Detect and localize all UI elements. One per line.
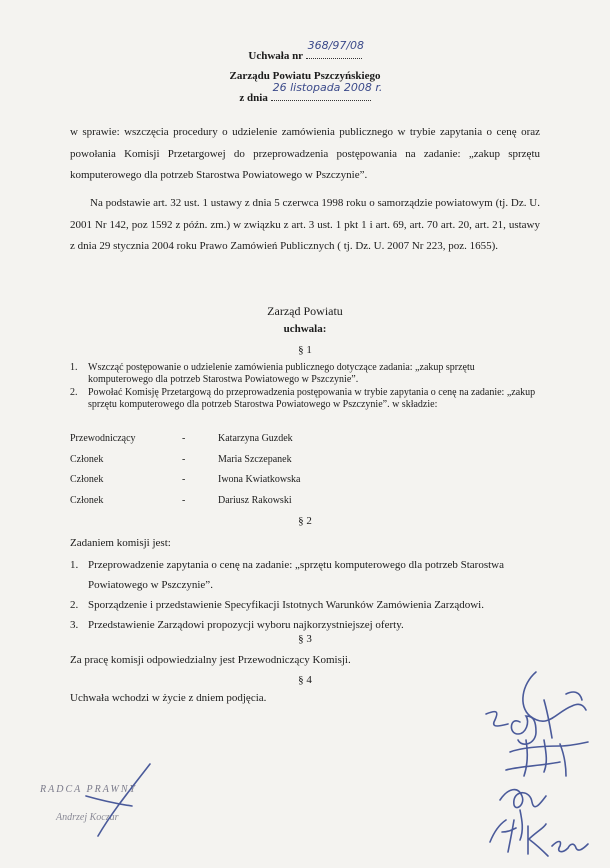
signature-stroke <box>486 712 508 726</box>
signature-stroke <box>520 810 522 840</box>
signature-stroke <box>544 740 546 772</box>
section-2-mark: § 2 <box>298 515 312 527</box>
signature-stroke <box>500 790 546 808</box>
date-handwritten: 26 listopada 2008 r. <box>272 81 383 94</box>
legal-counsel-stamp-name: Andrzej Koczar <box>56 812 119 823</box>
signature-stroke <box>552 842 588 852</box>
section-4-text: Uchwała wchodzi w życie z dniem podjęcia. <box>70 692 267 704</box>
list-item: 2. Sporządzenie i przedstawienie Specyfikacji Istotnych Warunków Zamówienia Zarządowi. <box>70 599 484 611</box>
list-item: 1. Przeprowadzenie zapytania o cenę na zadanie: „sprzętu komputerowego dla potrzeb Starostwa Powiatowego w Pszczynie”. <box>70 559 504 591</box>
member-row: Członek - Dariusz Rakowski <box>70 494 292 506</box>
member-row: Członek - Maria Szczepanek <box>70 453 292 465</box>
list-item: 2. Powołać Komisję Przetargową do przeprowadzenia postępowania w trybie zapytania o cenę na zadanie: „zakup sprzętu komputerowego dla potrzeb Starostwa Powiatowego w Pszczynie”. w składzie: <box>70 387 536 410</box>
date-label: z dnia <box>239 92 268 104</box>
authority-name: Zarządu Powiatu Pszczyńskiego <box>229 70 381 82</box>
signature-stroke <box>490 820 516 852</box>
section-3-mark: § 3 <box>298 633 312 645</box>
resolution-number-handwritten: 368/97/08 <box>307 39 365 52</box>
section-1-mark: § 1 <box>298 344 312 356</box>
member-row: Członek - Iwona Kwiatkowska <box>70 474 301 485</box>
subject-paragraph: w sprawie: wszczęcia procedury o udzielenie zamówienia publicznego w trybie zapytania o cenę oraz powołania Komisji Przetargowej do przeprowadzenia postępowania na zadanie: „zakup sprzętu komputerowego dla potrzeb Starostwa Powiatowego w Pszczynie”. <box>70 126 540 181</box>
section-2-intro: Zadaniem komisji jest: <box>70 537 171 549</box>
section-3-text: Za pracę komisji odpowiedzialny jest Przewodniczący Komisji. <box>70 654 351 666</box>
signature-stroke <box>524 740 527 776</box>
resolution-label: Uchwała nr <box>248 50 303 62</box>
stamp-signature-stroke <box>98 764 150 836</box>
section-4-mark: § 4 <box>298 674 312 686</box>
signature-stroke <box>511 716 536 744</box>
list-item: 1. Wszcząć postępowanie o udzielenie zamówienia publicznego dotyczące zadania: „zakup sprzętu komputerowego dla potrzeb Starostwa Powiatowego w Pszczynie”. <box>70 362 475 385</box>
body-title: Zarząd Powiatu <box>267 304 343 318</box>
signature-stroke <box>566 692 582 700</box>
legal-counsel-stamp-title: RADCA PRAWNY <box>40 784 138 795</box>
resolves-heading: uchwala: <box>283 323 327 335</box>
list-item: 3. Przedstawienie Zarządowi propozycji wyboru najkorzystniejszej oferty. <box>70 619 404 631</box>
signature-stroke <box>560 744 566 776</box>
signature-stroke <box>506 762 560 770</box>
signature-stroke <box>523 672 586 721</box>
legal-basis-paragraph: Na podstawie art. 32 ust. 1 ustawy z dnia 5 czerwca 1998 roku o samorządzie powiatowym (tj. Dz. U. 2001 Nr 142, poz 1592 z późn. zm.) w związku z art. 3 ust. 1 pkt 1 i art. 69, art. 70 art. 20, art. 21, ustawy z dnia 29 stycznia 2004 roku Prawo Zamówień Publicznych ( tj. Dz. U. 2007 Nr 223, poz. 1655). <box>70 197 540 252</box>
member-row: Przewodniczący - Katarzyna Guzdek <box>70 433 293 444</box>
signature-stroke <box>528 824 548 856</box>
